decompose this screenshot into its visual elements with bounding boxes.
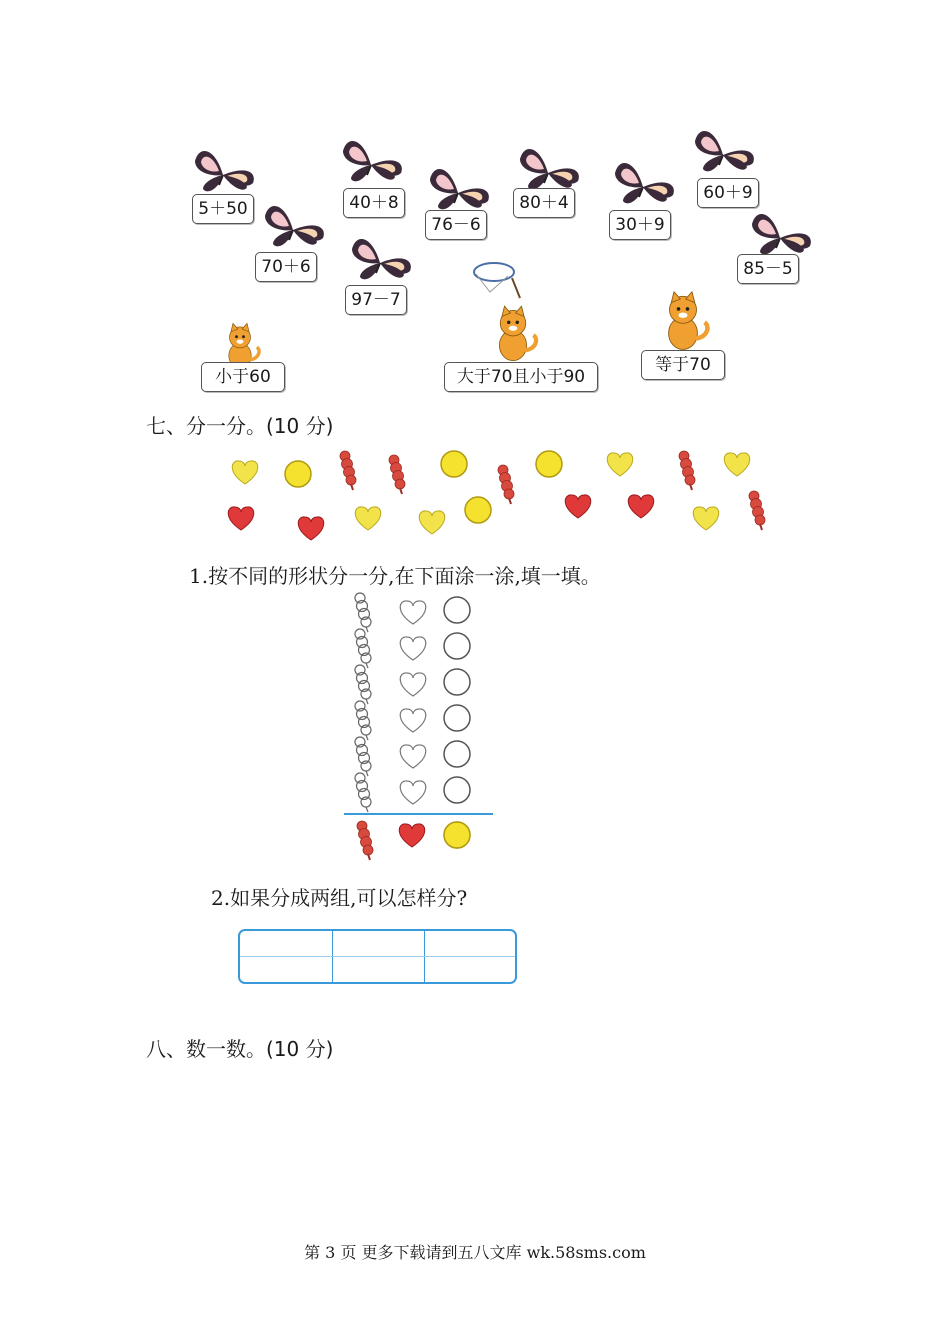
bead-outline-icon xyxy=(355,701,371,740)
butterfly-label: 5＋50 xyxy=(192,194,254,224)
table-cell[interactable] xyxy=(333,931,424,956)
ball-icon xyxy=(441,451,467,477)
page-footer: 第 3 页 更多下载请到五八文库 wk.58sms.com xyxy=(304,1243,646,1262)
heart-outline-icon xyxy=(400,673,426,696)
cat-icon xyxy=(478,300,548,360)
heart-icon xyxy=(298,517,324,540)
bead-stick-icon xyxy=(749,491,765,530)
butterfly-icon[interactable] xyxy=(352,233,412,283)
table-cell[interactable] xyxy=(333,957,424,981)
bead-stick-icon xyxy=(389,455,405,494)
butterfly-icon[interactable] xyxy=(265,200,325,250)
heart-outline-icon xyxy=(400,709,426,732)
bead-column xyxy=(355,593,371,812)
bead-outline-icon xyxy=(355,773,371,812)
butterfly-icon[interactable] xyxy=(752,208,812,258)
heart-icon xyxy=(565,495,591,518)
butterfly-label: 70＋6 xyxy=(255,252,317,282)
butterfly-icon[interactable] xyxy=(195,145,255,195)
heart-icon xyxy=(228,507,254,530)
heart-icon xyxy=(419,511,445,534)
bead-outline-icon xyxy=(355,593,371,632)
butterfly-icon[interactable] xyxy=(520,143,580,193)
butterfly-icon[interactable] xyxy=(430,163,490,213)
butterfly-icon[interactable] xyxy=(695,125,755,175)
bead-outline-icon xyxy=(355,665,371,704)
heart-icon xyxy=(724,453,750,476)
heart-outline-icon xyxy=(400,745,426,768)
heart-icon xyxy=(607,453,633,476)
question-2: 2.如果分成两组,可以怎样分? xyxy=(211,886,468,910)
section-8-title: 八、数一数。(10 分) xyxy=(146,1037,334,1061)
butterfly-label: 80＋4 xyxy=(513,188,575,218)
table-cell[interactable] xyxy=(425,957,514,981)
cat-icon xyxy=(645,285,725,345)
ball-outline-icon xyxy=(444,741,470,767)
butterfly-label: 76－6 xyxy=(425,210,487,240)
butterfly-icon[interactable] xyxy=(343,135,403,185)
table-cell[interactable] xyxy=(240,957,332,981)
heart-icon xyxy=(355,507,381,530)
heart-outline-icon xyxy=(400,601,426,624)
butterfly-label: 85－5 xyxy=(737,254,799,284)
heart-icon xyxy=(628,495,654,518)
ball-outline-icon xyxy=(444,633,470,659)
ball-outline-icon xyxy=(444,777,470,803)
table-cell[interactable] xyxy=(425,931,514,956)
butterfly-label: 40＋8 xyxy=(343,188,405,218)
ball-icon xyxy=(536,451,562,477)
ball-icon xyxy=(465,497,491,523)
bead-stick-icon xyxy=(357,821,373,860)
bead-stick-icon xyxy=(679,451,695,490)
cat-icon xyxy=(205,318,275,368)
ball-icon xyxy=(285,461,311,487)
cat-label: 大于70且小于90 xyxy=(444,362,598,392)
heart-outline-icon xyxy=(400,781,426,804)
question-1: 1.按不同的形状分一分,在下面涂一涂,填一填。 xyxy=(189,564,601,588)
heart-icon xyxy=(232,461,258,484)
butterfly-label: 30＋9 xyxy=(609,210,671,240)
butterfly-label: 97－7 xyxy=(345,285,407,315)
cat-label: 等于70 xyxy=(641,350,725,380)
ball-icon xyxy=(444,822,470,848)
ball-outline-icon xyxy=(444,597,470,623)
bead-outline-icon xyxy=(355,629,371,668)
bead-outline-icon xyxy=(355,737,371,776)
grouping-table xyxy=(238,929,517,984)
ball-outline-icon xyxy=(444,669,470,695)
heart-icon xyxy=(399,824,425,847)
ball-outline-icon xyxy=(444,705,470,731)
coloring-chart xyxy=(340,592,500,867)
bead-stick-icon xyxy=(498,465,514,504)
heart-outline-icon xyxy=(400,637,426,660)
shapes-group xyxy=(0,440,950,550)
table-cell[interactable] xyxy=(240,931,332,956)
heart-icon xyxy=(693,507,719,530)
bead-stick-icon xyxy=(340,451,356,490)
butterfly-icon[interactable] xyxy=(615,157,675,207)
section-7-title: 七、分一分。(10 分) xyxy=(146,414,334,438)
cat-label: 小于60 xyxy=(201,362,285,392)
butterfly-label: 60＋9 xyxy=(697,178,759,208)
